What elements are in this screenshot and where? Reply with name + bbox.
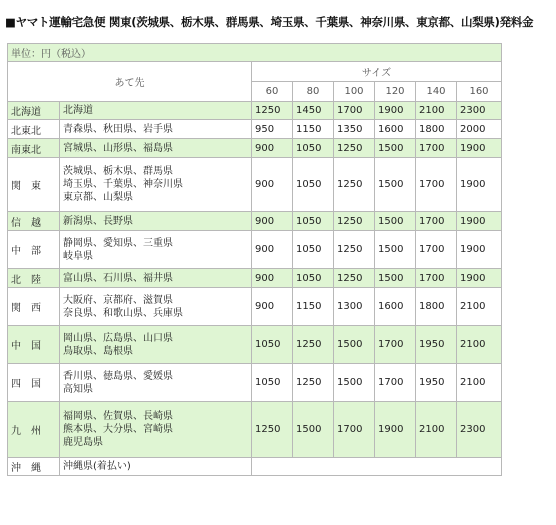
price-cell: 900 [252,288,293,326]
prefectures-cell [60,139,252,158]
price-cell: 1900 [457,139,502,158]
prefecture-line: 香川県、徳島県、愛媛県 [63,370,173,382]
prefectures-cell [60,212,252,231]
price-cell: 1050 [252,326,293,364]
price-cell: 900 [252,231,293,269]
price-cell: 2000 [457,120,502,139]
prefecture-line: 東京都、山梨県 [63,192,133,203]
price-cell: 1450 [293,102,334,120]
price-cell: 900 [252,269,293,288]
price-cell: 1050 [252,364,293,402]
price-cell: 900 [252,212,293,231]
size-col-100: 100 [334,82,375,102]
table-row [8,139,502,158]
price-cell: 1900 [375,102,416,120]
price-cell: 1900 [375,402,416,458]
price-cell: 1900 [457,158,502,212]
price-cell: 2300 [457,102,502,120]
prefecture-line: 茨城県、栃木県、群馬県 [63,166,173,177]
price-cell: 1500 [375,212,416,231]
region-cell: 北東北 [8,120,60,139]
prefectures-cell [60,269,252,288]
price-cell: 1250 [252,102,293,120]
price-cell: 1700 [334,402,375,458]
price-cell: 2100 [416,402,457,458]
price-cell: 1250 [334,212,375,231]
table-row [8,288,502,326]
price-cell: 1050 [293,139,334,158]
price-cell: 1150 [293,288,334,326]
price-cell: 1250 [334,231,375,269]
price-cell: 1800 [416,120,457,139]
price-cell: 1900 [457,231,502,269]
price-cell: 2100 [416,102,457,120]
size-col-120: 120 [375,82,416,102]
price-cell: 2100 [457,288,502,326]
table-row [8,326,502,364]
price-cell: 1700 [416,158,457,212]
price-cell: 1700 [416,212,457,231]
price-cell: 1250 [334,158,375,212]
price-cell: 1900 [457,269,502,288]
price-cell: 1050 [293,158,334,212]
price-cell: 1250 [334,139,375,158]
price-cell: 1050 [293,212,334,231]
table-row [8,402,502,458]
prefectures-cell [60,364,252,402]
prefecture-line: 鳥取県、島根県 [63,345,133,357]
region-cell: 北 陸 [8,269,60,288]
price-cell: 1300 [334,288,375,326]
prefecture-line: 鹿児島県 [63,437,103,448]
region-cell: 北海道 [8,102,60,120]
price-cell: 1050 [293,231,334,269]
prefecture-line: 大阪府、京都府、滋賀県 [63,294,173,306]
price-cell: 1800 [416,288,457,326]
table-row [8,102,502,120]
prefectures-cell [60,120,252,139]
prefecture-line: 福岡県、佐賀県、長崎県 [63,411,173,422]
price-cell: 1700 [375,364,416,402]
price-cell: 1500 [375,139,416,158]
header-row [8,62,502,82]
table-row [8,158,502,212]
empty-price-cell [252,458,502,476]
price-cell: 1700 [375,326,416,364]
price-cell: 1500 [375,231,416,269]
price-cell: 1150 [293,120,334,139]
unit-row [8,44,502,62]
prefecture-line: 岡山県、広島県、山口県 [63,332,173,344]
shipping-fee-table [7,43,502,476]
table-row [8,120,502,139]
size-col-80: 80 [293,82,334,102]
prefecture-line: 静岡県、愛知県、三重県 [63,237,173,249]
price-cell: 1050 [293,269,334,288]
price-cell: 950 [252,120,293,139]
region-cell: 南東北 [8,139,60,158]
price-cell: 1600 [375,120,416,139]
region-cell: 関 西 [8,288,60,326]
price-cell: 1700 [416,139,457,158]
price-cell: 900 [252,139,293,158]
price-cell: 1700 [416,269,457,288]
prefectures-cell [60,326,252,364]
table-row [8,269,502,288]
prefecture-line: 宮城県、山形県、福島県 [63,142,173,154]
prefecture-line: 岐阜県 [63,250,93,262]
price-cell: 1700 [334,102,375,120]
price-cell: 1950 [416,326,457,364]
region-cell: 信 越 [8,212,60,231]
prefecture-line: 沖縄県(着払い) [63,461,131,472]
price-cell: 1500 [375,269,416,288]
region-cell: 関 東 [8,158,60,212]
size-col-160: 160 [457,82,502,102]
price-cell: 1500 [334,326,375,364]
unit-label: 単位：円（税込） [8,44,502,62]
price-cell: 1500 [293,402,334,458]
price-cell: 1250 [252,402,293,458]
price-cell: 1900 [457,212,502,231]
prefecture-line: 富山県、石川県、福井県 [63,272,173,284]
page-title: ■ヤマト運輸宅急便 関東(茨城県、栃木県、群馬県、埼玉県、千葉県、神奈川県、東京都、山梨県)発料金 [5,15,534,29]
prefecture-line: 熊本県、大分県、宮崎県 [63,424,173,435]
prefectures-cell [60,102,252,120]
prefecture-line: 奈良県、和歌山県、兵庫県 [63,307,183,319]
prefectures-cell [60,158,252,212]
region-cell: 中 部 [8,231,60,269]
price-cell: 2300 [457,402,502,458]
price-cell: 1950 [416,364,457,402]
table-row [8,458,502,476]
destination-header: あて先 [8,62,252,102]
prefectures-cell [60,288,252,326]
price-cell: 1250 [334,269,375,288]
prefectures-cell [60,458,252,476]
table-row [8,231,502,269]
price-cell: 2100 [457,326,502,364]
price-cell: 1700 [416,231,457,269]
price-cell: 1600 [375,288,416,326]
prefectures-cell [60,231,252,269]
size-col-60: 60 [252,82,293,102]
table-row [8,364,502,402]
price-cell: 1350 [334,120,375,139]
price-cell: 1500 [375,158,416,212]
region-cell: 中 国 [8,326,60,364]
table-row [8,212,502,231]
price-cell: 1500 [334,364,375,402]
prefecture-line: 埼玉県、千葉県、神奈川県 [63,179,183,190]
price-cell: 1250 [293,326,334,364]
region-cell: 沖 縄 [8,458,60,476]
prefecture-line: 高知県 [63,383,93,395]
size-header: サイズ [252,62,502,82]
price-cell: 900 [252,158,293,212]
prefecture-line: 新潟県、長野県 [63,215,133,227]
size-col-140: 140 [416,82,457,102]
price-cell: 2100 [457,364,502,402]
prefectures-cell [60,402,252,458]
region-cell: 四 国 [8,364,60,402]
prefecture-line: 北海道 [63,105,93,116]
region-cell: 九 州 [8,402,60,458]
price-cell: 1250 [293,364,334,402]
prefecture-line: 青森県、秋田県、岩手県 [63,123,173,135]
